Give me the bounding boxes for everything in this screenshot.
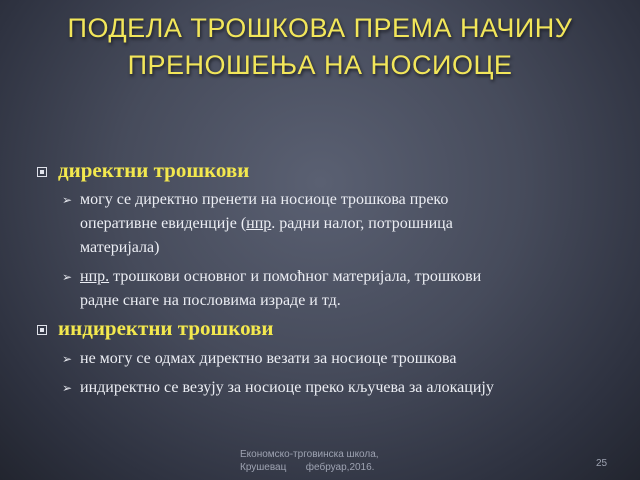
abbreviation-text: нпр <box>246 215 272 232</box>
list-item-line: не могу се одмах директно везати за носиоце трошкова <box>80 350 457 367</box>
footer-place-date: Крушевац фебруар,2016. <box>240 462 375 473</box>
list-item-line: могу се директно пренети на носиоце трошкова преко <box>80 191 449 208</box>
arrow-bullet-icon: ➢ <box>62 381 73 395</box>
list-item-line: индиректно се везују за носиоце преко кључева за алокацију <box>80 379 494 396</box>
slide-title-line-2: ПРЕНОШЕЊА НА НОСИОЦЕ <box>127 50 513 80</box>
section-heading-indirect: индиректни трошкови <box>58 316 274 340</box>
list-item-line <box>80 265 610 289</box>
arrow-bullet-icon: ➢ <box>62 193 73 207</box>
list-item-line: материјала) <box>80 239 160 256</box>
section-heading-direct: директни трошкови <box>58 158 250 182</box>
list-item-indirect-1 <box>80 347 610 371</box>
footer-school: Економско-трговинска школа, <box>240 449 379 460</box>
abbreviation-text: нпр. <box>80 268 110 285</box>
list-item-direct-1 <box>80 188 610 260</box>
slide-footer <box>240 448 410 474</box>
list-item-direct-2 <box>80 265 610 313</box>
list-item-text: трошкови основног и помоћног материјала, трошкови <box>109 268 482 285</box>
arrow-bullet-icon: ➢ <box>62 270 73 284</box>
list-item-indirect-2 <box>80 376 610 400</box>
list-item-line: радне снаге на пословима израде и тд. <box>80 292 341 309</box>
square-bullet-icon <box>37 325 47 335</box>
page-number: 25 <box>596 458 608 469</box>
list-item-text: . радни налог, потрошница <box>271 215 453 232</box>
list-item-line <box>80 212 610 236</box>
arrow-bullet-icon: ➢ <box>62 352 73 366</box>
list-item-text: оперативне евиденције ( <box>80 215 247 232</box>
slide-title-line-1: ПОДЕЛА ТРОШКОВА ПРЕМА НАЧИНУ <box>67 13 573 43</box>
square-bullet-icon <box>37 167 47 177</box>
